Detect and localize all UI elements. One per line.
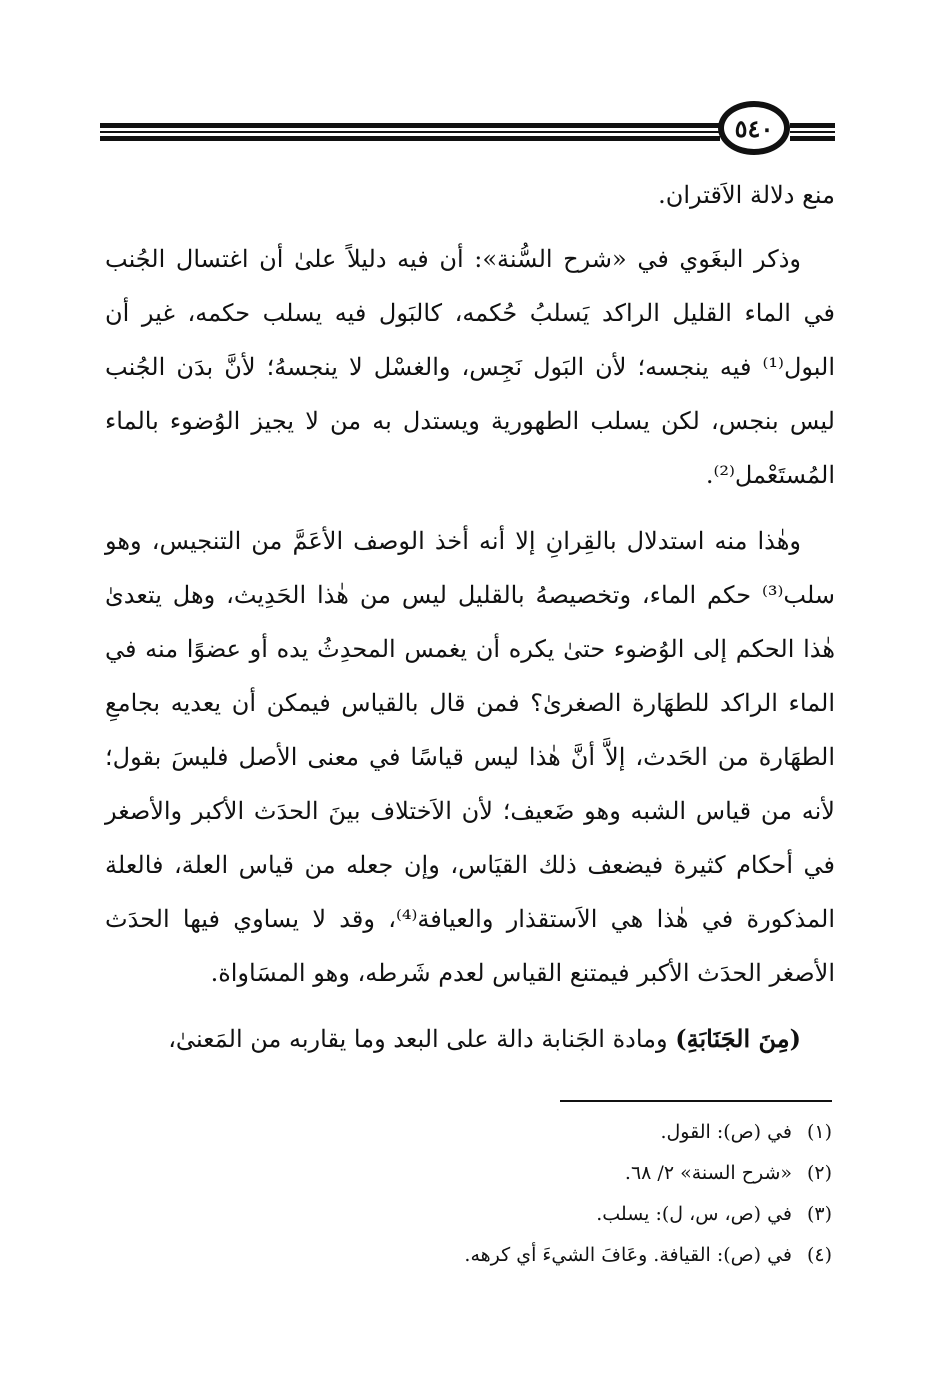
footnote-text: «شرح السنة» ٢/ ٦٨. [624,1162,792,1184]
main-text [105,168,835,1078]
footnote-text: في (ص، س، ل): يسلب. [596,1203,792,1225]
page-number: ٥٤٠ [718,101,790,155]
paragraph-0: منع دلالة الاَقتران. [658,181,835,209]
header-rule-right-2 [790,136,835,141]
hadith-lemma: (مِنَ الجَنَابَةِ) [675,1024,801,1053]
footnote-2 [300,1153,832,1194]
footnote-text: في (ص): القيافة. وعَافَ الشيءَ أي كرهه. [464,1244,792,1266]
header-rule-right [790,123,835,128]
footnote-text: في (ص): القول. [660,1121,792,1143]
paragraph-1: وذكر البغَوي في «شرح السُّنة»: أن فيه دليلاً علىٰ أن اغتسال الجُنب في الماء القليل الراكد يَسلبُ حُكمه، كالبَول فيه يسلب حكمه، غير أن البول⁽¹⁾ فيه ينجسه؛ لأن البَول نَجِس، والغسْل لا ينجسهُ؛ لأنَّ بدَن الجُنب ليس بنجس، لكن يسلب الطهورية ويستدل به من لا يجيز الوُضوء بالماء المُستَعْمل⁽²⁾. [105,245,835,489]
footnote-3 [300,1194,832,1235]
footnote-number: (١) [806,1121,832,1143]
footnote-number: (٣) [806,1203,832,1225]
footnotes [300,1112,832,1276]
paragraph-2: وهٰذا منه استدلال بالقِرانِ إلا أنه أخذ الوصف الأعَمَّ من التنجيس، وهو سلب⁽³⁾ حكم الماء، وتخصيصهُ بالقليل ليس من هٰذا الحَدِيث، وهل يتعدىٰ هٰذا الحكم إلى الوُضوء حتىٰ يكره أن يغمس المحدِثُ يده أو عضوًا منه في الماء الراكد للطهَارة الصغرىٰ؟ فمن قال بالقياس فيمكن أن يعديه بجامعِ الطهَارة من الحَدث، إلاَّ أنَّ هٰذا ليس قياسًا في معنى الأصل فليسَ بقول؛ لأنه من قياس الشبه وهو ضَعيف؛ لأن الاَختلاف بينَ الحدَث الأكبر والأصغر في أحكام كثيرة فيضعف ذلك القيَاس، وإن جعله من قياس العلة، فالعلة المذكورة في هٰذا هي الاَستقذار والعيافة⁽⁴⁾، وقد لا يساوي فيها الحدَث الأصغر الحدَث الأكبر فيمتنع القياس لعدم شَرطه، وهو المسَاواة. [105,527,836,987]
footnote-separator [560,1100,832,1102]
header-rule-thick-2 [100,136,720,141]
header-rule-thick [100,123,720,128]
page-header [100,95,835,165]
paragraph-3 [105,1012,835,1066]
footnote-number: (٤) [806,1244,832,1266]
footnote-4 [300,1235,832,1276]
footnote-number: (٢) [806,1162,832,1184]
paragraph-3-text: ومادة الجَنابة دالة على البعد وما يقاربه من المَعنىٰ، [168,1025,676,1053]
header-rule-right-thin [790,131,835,133]
footnote-1 [300,1112,832,1153]
header-rule-thin [100,131,720,133]
